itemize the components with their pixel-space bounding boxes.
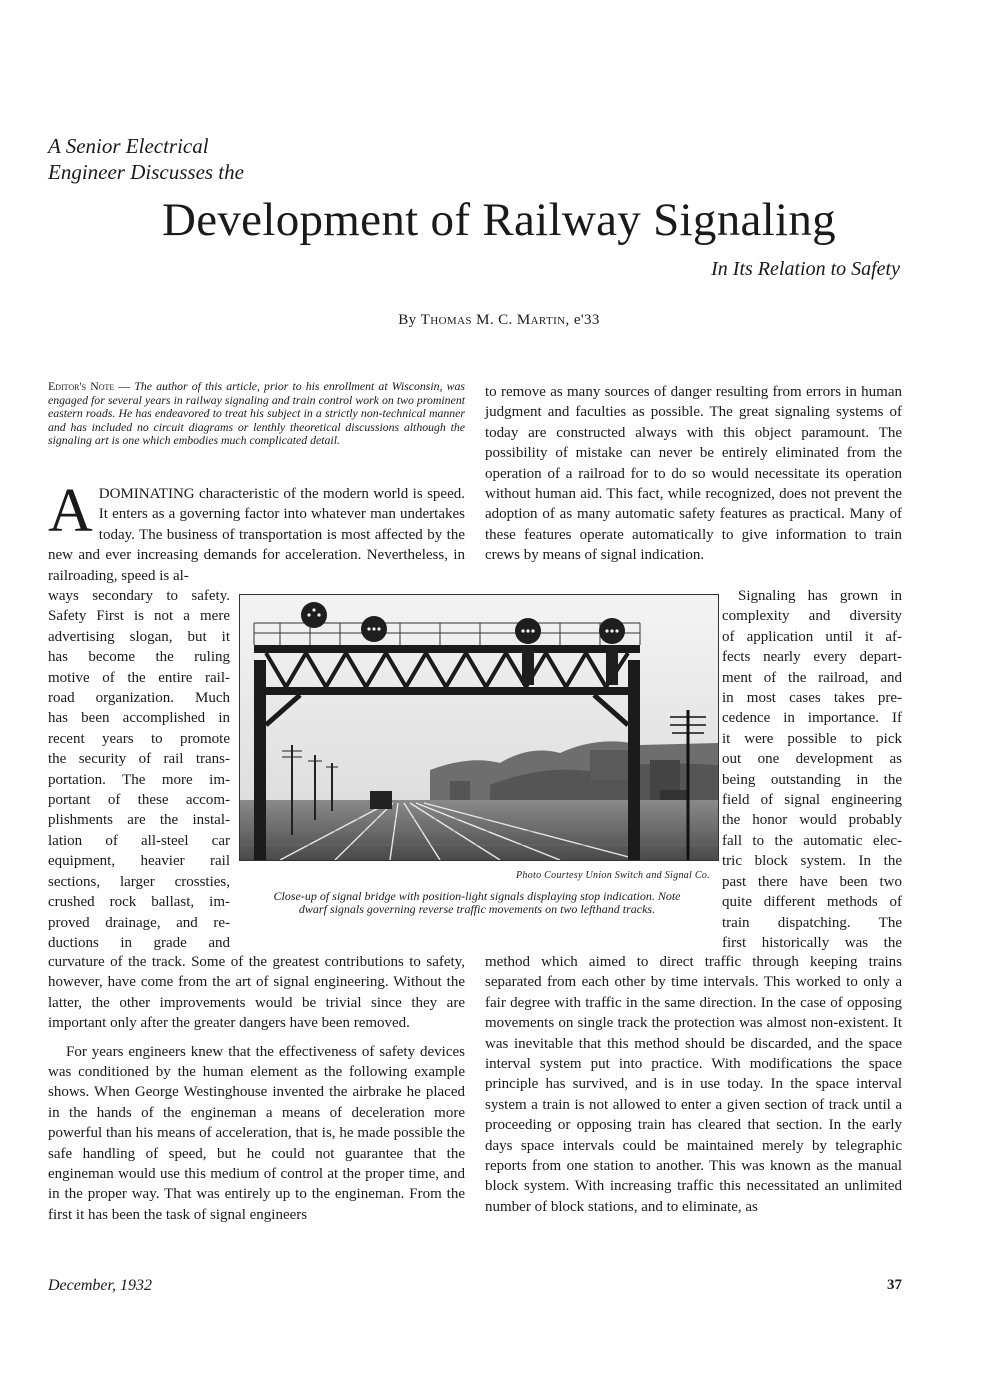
right-narrow-line: ment of the railroad, and: [722, 669, 902, 686]
left-narrow-line: proved drainage, and re-: [48, 914, 230, 931]
left-p1-lead: characteristic of the modern world is speed. It enters as a governing factor into whatever man undertakes today. The business of transportation is most affected by the new and ever increasing demands for acceleration. Nevertheless, in railroading, speed is al-: [48, 486, 465, 584]
left-narrow-line: ways secondary to safety.: [48, 588, 230, 604]
right-p2-tail: method which aimed to direct traffic through keeping trains separated from each other by time intervals. This worked to only a fair degree with traffic in the same direction. In the case of opposing movements on single track the protection was almost non-existent. It was inevitable that this method should be discarded, and the space interval system put into practice. With modifications the space principle has survived, and is in use today. In the space interval system a train is not allowed to enter a given section of track until a proceeding or opposing train has cleared that section. In the early days space intervals could be maintained merely by telegraphic reports from one station to another. This was known as the manual block system. With increasing traffic this necessitated an unlimited number of block stations, and to eliminate, as: [485, 954, 902, 1215]
right-narrow-line: of application until it af-: [722, 628, 902, 645]
photo-credit: Photo Courtesy Union Switch and Signal Co.: [516, 870, 710, 881]
left-narrow-line: has become the ruling: [48, 649, 230, 666]
left-narrow-line: road organization. Much: [48, 690, 230, 707]
kicker: [48, 133, 244, 185]
left-column-lower: [48, 952, 465, 1225]
left-p1-tail: curvature of the track. Some of the greatest contributions to safety, however, have come from the art of signal engineering. Without the latter, the other improvements would be trivial since they are important only after the greater dangers have been removed.: [48, 954, 465, 1032]
lead-word: DOMINATING: [98, 486, 195, 502]
signal-bridge-illustration: [240, 595, 718, 860]
right-narrow-line: train dispatching. The: [722, 914, 902, 931]
right-narrow-line: it were possible to pick: [722, 730, 902, 747]
right-narrow-line: tric block system. In the: [722, 853, 902, 870]
right-narrow-line: complexity and diversity: [722, 608, 902, 625]
byline-by: By: [398, 312, 417, 328]
left-narrow-line: advertising slogan, but it: [48, 628, 230, 645]
left-narrow-line: recent years to promote: [48, 730, 230, 747]
right-narrow-line: fall to the automatic elec-: [722, 832, 902, 849]
left-p2: For years engineers knew that the effectiveness of safety devices was conditioned by the human element as the following example shows. When George Westinghouse invented the airbrake he placed in the hands of the engineman a means of deceleration more powerful than his means of acceleration, that is, he made possible the safe handling of speed, but he could not guarantee that the engineman would use this medium of control at the proper time, and in the proper way. That was entirely up to the engineman. From the first it has been the task of signal engineers: [48, 1043, 465, 1223]
left-narrow-line: the security of rail trans-: [48, 751, 230, 768]
editors-note-label: Editor's Note: [48, 379, 115, 393]
left-narrow-line: lation of all-steel car: [48, 832, 230, 849]
left-column-narrow: [48, 586, 230, 953]
signal-bridge-photo: [239, 594, 719, 861]
right-narrow-line: being outstanding in the: [722, 771, 902, 788]
right-column-lower: [485, 952, 902, 1217]
byline: [0, 312, 998, 329]
right-narrow-line: past there have been two: [722, 873, 902, 890]
issue-date: December, 1932: [48, 1277, 152, 1294]
right-column-narrow: [722, 586, 902, 953]
kicker-line-1: A Senior Electrical: [48, 134, 209, 158]
left-narrow-line: sections, larger crossties,: [48, 873, 230, 890]
right-narrow-line: in most cases takes pre-: [722, 690, 902, 707]
editors-note: [48, 380, 465, 448]
photo-caption: Close-up of signal bridge with position-light signals displaying stop indication. Note dwarf signals governing reverse traffic movements on two lefthand tracks.: [273, 889, 681, 916]
left-narrow-line: motive of the entire rail-: [48, 669, 230, 686]
right-narrow-line: first historically was the: [722, 934, 902, 951]
left-column-intro: [48, 477, 465, 586]
right-narrow-line: the honor would probably: [722, 812, 902, 829]
right-narrow-line: cedence in importance. If: [722, 710, 902, 727]
article-title: Development of Railway Signaling: [161, 194, 836, 246]
right-narrow-line: field of signal engineering: [722, 792, 902, 809]
left-narrow-line: plishments are the instal-: [48, 812, 230, 829]
left-narrow-line: Safety First is not a mere: [48, 608, 230, 625]
page-number: 37: [887, 1277, 902, 1293]
left-narrow-line: crushed rock ballast, im-: [48, 894, 230, 911]
left-narrow-line: portant of these accom-: [48, 792, 230, 809]
left-narrow-line: ductions in grade and: [48, 934, 230, 951]
byline-author: Thomas M. C. Martin: [420, 312, 566, 328]
right-column-upper: [485, 382, 902, 566]
right-narrow-line: Signaling has grown in: [738, 588, 902, 604]
right-narrow-line: fects nearly every depart-: [722, 649, 902, 666]
left-narrow-line: equipment, heavier rail: [48, 853, 230, 870]
editors-note-dash: —: [114, 379, 135, 393]
left-narrow-line: has been accomplished in: [48, 710, 230, 727]
right-narrow-line: out one development as: [722, 751, 902, 768]
right-narrow-line: quite different methods of: [722, 894, 902, 911]
byline-class: , e'33: [565, 312, 600, 328]
left-narrow-line: portation. The more im-: [48, 771, 230, 788]
kicker-line-2: Engineer Discusses the: [48, 160, 244, 184]
drop-cap: A: [48, 477, 93, 545]
editors-note-text: The author of this article, prior to his enrollment at Wisconsin, was engaged for several years in railway signaling and train control work on two prominent eastern roads. He has endeavored to treat his subject in a strictly non-technical manner and has included no circuit diagrams or lenthly theoretical discussions although the signaling art is one which embodies much complicated detail.: [48, 379, 465, 448]
article-subtitle: In Its Relation to Safety: [711, 258, 900, 280]
right-p1: to remove as many sources of danger resulting from errors in human judgment and faculties as possible. The great signaling systems of today are constructed always with this object paramount. The possibility of mistake can never be entirely eliminated from the operation of a railroad for to do so would necessitate its operation without human aid. This fact, while recognized, does not prevent the adoption of as many automatic safety features as practical. Many of these features operate automatically to give information to train crews by means of signal indication.: [485, 384, 902, 564]
